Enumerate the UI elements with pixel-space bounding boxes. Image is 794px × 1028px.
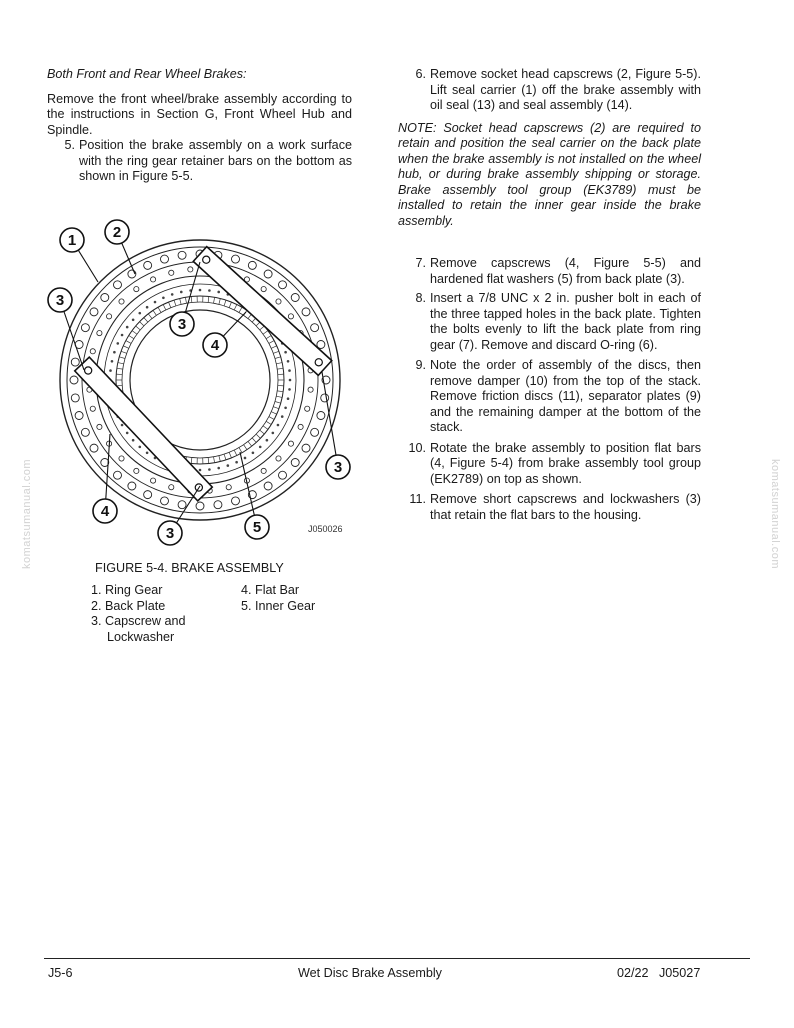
- bolt-hole: [101, 293, 109, 301]
- gear-tooth: [129, 335, 134, 338]
- bolt-hole: [261, 468, 266, 473]
- gear-tooth: [266, 335, 271, 338]
- bolt-hole: [169, 485, 174, 490]
- gear-tooth: [269, 341, 274, 344]
- gear-dot: [217, 291, 220, 294]
- gear-tooth: [214, 457, 215, 463]
- flat-bar: [75, 357, 213, 501]
- gear-tooth: [180, 298, 181, 304]
- intro-paragraph: Remove the front wheel/brake assembly according to the instructions in Section G, Front Wheel Hub and Spindle.: [47, 91, 352, 137]
- bolt-hole: [150, 277, 155, 282]
- gear-dot: [109, 369, 112, 372]
- gear-tooth: [169, 302, 171, 308]
- gear-tooth: [273, 351, 279, 353]
- footer-page-number: J5-6: [48, 966, 73, 980]
- legend-item: 1. Ring Gear: [91, 583, 163, 597]
- gear-tooth: [144, 318, 148, 322]
- bolt-hole: [305, 406, 310, 411]
- bolt-hole: [97, 424, 102, 429]
- step-number: 9.: [415, 358, 426, 372]
- bar-capscrew: [85, 367, 92, 374]
- brake-assembly-drawing: [60, 240, 343, 520]
- gear-dot: [227, 464, 230, 467]
- gear-tooth: [224, 454, 226, 460]
- gear-dot: [180, 291, 183, 294]
- step-10: [398, 441, 701, 488]
- bolt-hole: [311, 324, 319, 332]
- gear-tooth: [185, 297, 186, 303]
- footer-code: J05027: [659, 966, 701, 980]
- gear-dot: [244, 457, 247, 460]
- bolt-hole: [291, 459, 299, 467]
- footer-title: Wet Disc Brake Assembly: [298, 966, 442, 980]
- gear-dot: [121, 334, 124, 337]
- bolt-hole: [291, 293, 299, 301]
- bolt-hole: [302, 308, 310, 316]
- gear-dot: [126, 326, 129, 329]
- gear-dot: [132, 439, 135, 442]
- step-text: Position the brake assembly on a work surface with the ring gear retainer bars on the bottom as shown in Figure 5-5.: [79, 138, 352, 183]
- gear-dot: [252, 452, 255, 455]
- bolt-hole: [90, 308, 98, 316]
- gear-tooth: [229, 302, 231, 308]
- bolt-hole: [150, 478, 155, 483]
- bar-capscrew: [315, 359, 322, 366]
- gear-dot: [281, 415, 284, 418]
- bolt-hole: [226, 485, 231, 490]
- watermark-left: komatsumanual.com: [21, 459, 33, 569]
- step-8: [398, 291, 701, 353]
- callout-number: 3: [165, 525, 175, 542]
- gear-tooth: [256, 434, 260, 438]
- gear-tooth: [239, 307, 242, 312]
- bolt-hole: [90, 349, 95, 354]
- gear-tooth: [174, 300, 176, 306]
- bolt-hole: [144, 261, 152, 269]
- bolt-hole: [144, 491, 152, 499]
- step-7: [398, 256, 701, 287]
- gear-tooth: [277, 368, 283, 369]
- gear-dot: [116, 342, 119, 345]
- gear-tooth: [273, 407, 279, 409]
- step-text: Remove socket head capscrews (2, Figure 5-5). Lift seal carrier (1) off the brake assembly with oil seal (13) and seal assembly (14).: [430, 67, 701, 112]
- bolt-hole: [134, 468, 139, 473]
- gear-dot: [217, 467, 220, 470]
- right-column: [398, 67, 701, 523]
- bolt-hole: [90, 406, 95, 411]
- bolt-hole: [288, 314, 293, 319]
- gear-tooth: [248, 441, 252, 446]
- step-number: 10.: [408, 440, 426, 455]
- gear-tooth: [117, 368, 123, 369]
- bolt-hole: [178, 251, 186, 259]
- bolt-hole: [90, 444, 98, 452]
- bolt-hole: [161, 255, 169, 263]
- note-paragraph: NOTE: Socket head capscrews (2) are required to retain and position the seal carrier on the back plate when the brake assembly is not installed on the wheel hub, or during brake assembly shipping or storage. Brake assembly tool group (EK3789) must be installed to retain the inner gear inside the brake assembly.: [398, 120, 701, 228]
- gear-dot: [288, 369, 291, 372]
- callout-number: 4: [210, 337, 220, 354]
- gear-tooth: [269, 417, 274, 420]
- step-5: [47, 138, 352, 185]
- bolt-hole: [231, 255, 239, 263]
- gear-dot: [199, 469, 202, 472]
- watermark-right: komatsumanual.com: [769, 459, 781, 569]
- bolt-hole: [119, 299, 124, 304]
- gear-dot: [111, 360, 114, 363]
- section-heading: Both Front and Rear Wheel Brakes:: [47, 67, 247, 81]
- bolt-hole: [134, 286, 139, 291]
- gear-dot: [146, 306, 149, 309]
- bolt-hole: [279, 471, 287, 479]
- gear-tooth: [275, 357, 281, 359]
- gear-dot: [132, 318, 135, 321]
- bolt-hole: [113, 281, 121, 289]
- gear-dot: [113, 351, 116, 354]
- legend-item: 3. Capscrew and Lockwasher: [91, 614, 186, 644]
- gear-tooth: [123, 346, 128, 348]
- bolt-hole: [317, 411, 325, 419]
- brake-assembly-figure: [40, 212, 360, 547]
- gear-tooth: [119, 357, 125, 359]
- gear-tooth: [275, 401, 281, 403]
- gear-tooth: [244, 445, 247, 450]
- callout-number: 5: [252, 519, 262, 536]
- legend-item: 4. Flat Bar: [241, 583, 300, 597]
- gear-tooth: [191, 458, 192, 464]
- step-text: Remove short capscrews and lockwashers (3) that retain the flat bars to the housing.: [430, 492, 701, 522]
- bolt-hole: [264, 482, 272, 490]
- gear-tooth: [271, 346, 276, 348]
- step-text: Note the order of assembly of the discs, then remove damper (10) from the top of the stack. Remove friction discs (11), separator plates (9) and the remaining damper at the bottom of the stack.: [430, 358, 701, 434]
- bolt-hole: [248, 261, 256, 269]
- bolt-hole: [264, 270, 272, 278]
- step-6: [398, 67, 701, 114]
- left-column: [47, 67, 352, 185]
- gear-dot: [146, 452, 149, 455]
- gear-tooth: [140, 322, 144, 326]
- bolt-hole: [308, 387, 313, 392]
- figure-legend: [91, 583, 315, 645]
- gear-tooth: [214, 297, 215, 303]
- step-text: Remove capscrews (4, Figure 5-5) and hardened flat washers (5) from back plate (3).: [430, 256, 701, 286]
- gear-tooth: [277, 391, 283, 392]
- legend-item: 2. Back Plate: [91, 598, 166, 613]
- bolt-hole: [71, 394, 79, 402]
- gear-tooth: [132, 331, 137, 335]
- gear-dot: [138, 446, 141, 449]
- bolt-hole: [106, 314, 111, 319]
- bolt-hole: [276, 299, 281, 304]
- step-number: 6.: [415, 67, 426, 81]
- bolt-hole: [279, 281, 287, 289]
- gear-tooth: [276, 396, 282, 397]
- step-text: Insert a 7/8 UNC x 2 in. pusher bolt in each of the three tapped holes in the back plate. Tighten the bolts evenly to lift the back plate from ring gear (7). Remove and discard O-ring (6).: [430, 291, 701, 352]
- gear-dot: [162, 296, 165, 299]
- callout-number: 2: [112, 224, 122, 241]
- step-number: 11.: [409, 492, 426, 506]
- step-number: 5.: [64, 138, 75, 152]
- gear-tooth: [224, 300, 226, 306]
- gear-tooth: [263, 331, 268, 335]
- figure-caption: FIGURE 5-4. BRAKE ASSEMBLY: [95, 561, 284, 575]
- gear-tooth: [234, 450, 237, 455]
- bolt-hole: [119, 456, 124, 461]
- gear-tooth: [271, 412, 276, 414]
- gear-tooth: [229, 452, 231, 458]
- gear-dot: [284, 407, 287, 410]
- gear-dot: [288, 388, 291, 391]
- gear-dot: [199, 289, 202, 292]
- callout-number: 1: [67, 232, 77, 249]
- figure-code: J050026: [308, 524, 343, 534]
- bolt-hole: [113, 471, 121, 479]
- bolt-hole: [196, 502, 204, 510]
- step-9: [398, 358, 701, 436]
- callout-number: 3: [177, 316, 187, 333]
- gear-dot: [154, 301, 157, 304]
- step-number: 7.: [415, 256, 426, 270]
- gear-dot: [138, 312, 141, 315]
- callout-number: 3: [55, 292, 65, 309]
- bolt-hole: [288, 441, 293, 446]
- bolt-hole: [81, 324, 89, 332]
- gear-tooth: [234, 305, 237, 310]
- bolt-hole: [261, 286, 266, 291]
- bolt-hole: [97, 330, 102, 335]
- gear-dot: [287, 360, 290, 363]
- gear-tooth: [158, 307, 161, 312]
- gear-tooth: [276, 363, 282, 364]
- gear-tooth: [136, 326, 141, 330]
- bolt-hole: [311, 428, 319, 436]
- bolt-hole: [214, 501, 222, 509]
- bar-capscrew: [203, 256, 210, 263]
- gear-dot: [277, 424, 280, 427]
- gear-dot: [235, 461, 238, 464]
- gear-tooth: [260, 430, 265, 434]
- bolt-hole: [169, 270, 174, 275]
- gear-tooth: [208, 296, 209, 302]
- footer-date: 02/22: [617, 966, 649, 980]
- bolt-hole: [71, 358, 79, 366]
- bolt-hole: [188, 267, 193, 272]
- gear-tooth: [266, 421, 271, 424]
- callout-leader: [322, 372, 338, 467]
- step-number: 8.: [415, 291, 426, 305]
- bolt-hole: [178, 501, 186, 509]
- gear-dot: [259, 446, 262, 449]
- step-11: [398, 492, 701, 523]
- gear-tooth: [163, 305, 166, 310]
- gear-tooth: [121, 351, 127, 353]
- bolt-hole: [75, 411, 83, 419]
- bolt-hole: [298, 424, 303, 429]
- bolt-hole: [81, 428, 89, 436]
- bolt-hole: [302, 444, 310, 452]
- gear-tooth: [118, 363, 124, 364]
- bolt-hole: [70, 376, 78, 384]
- bolt-hole: [276, 456, 281, 461]
- callout-number: 3: [333, 459, 343, 476]
- gear-tooth: [153, 310, 156, 315]
- gear-dot: [171, 293, 174, 296]
- step-text: Rotate the brake assembly to position flat bars (4, Figure 5-4) from brake assembly tool group (EK2789) on top as shown.: [430, 440, 701, 486]
- gear-tooth: [219, 298, 220, 304]
- gear-dot: [284, 351, 287, 354]
- gear-dot: [287, 397, 290, 400]
- gear-dot: [208, 289, 211, 292]
- gear-tooth: [126, 341, 131, 344]
- gear-tooth: [252, 438, 256, 442]
- gear-tooth: [208, 458, 209, 464]
- bolt-hole: [161, 497, 169, 505]
- bolt-hole: [321, 394, 329, 402]
- bolt-hole: [231, 497, 239, 505]
- gear-tooth: [219, 456, 220, 462]
- gear-tooth: [191, 296, 192, 302]
- footer-rule: [44, 958, 750, 959]
- legend-item: 5. Inner Gear: [241, 598, 316, 613]
- callout-number: 4: [100, 503, 110, 520]
- gear-dot: [266, 439, 269, 442]
- gear-dot: [208, 468, 211, 471]
- steps-list: [398, 256, 701, 523]
- gear-tooth: [263, 426, 268, 430]
- bolt-hole: [128, 482, 136, 490]
- gear-dot: [126, 432, 129, 435]
- gear-dot: [121, 424, 124, 427]
- gear-dot: [272, 432, 275, 435]
- gear-tooth: [148, 314, 152, 319]
- gear-dot: [289, 379, 292, 382]
